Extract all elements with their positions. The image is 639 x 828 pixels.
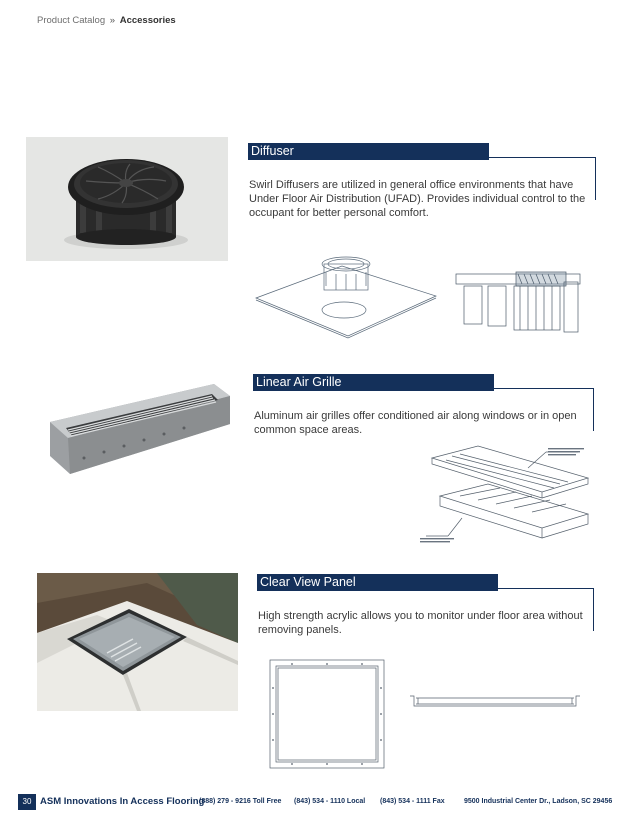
linear-air-grille-title: Linear Air Grille xyxy=(253,374,494,391)
diffuser-description: Swirl Diffusers are utilized in general office environments that have Under Floor Air Distribution (UFAD). Provides individual control to the occupant for better personal comfort. xyxy=(249,179,586,219)
linear-air-grille-photo xyxy=(44,380,234,480)
breadcrumb xyxy=(37,15,176,26)
clear-view-panel-section-drawing xyxy=(408,694,582,710)
footer xyxy=(18,794,628,810)
footer-address: 9500 Industrial Center Dr., Ladson, SC 29456 xyxy=(464,798,613,805)
breadcrumb-parent[interactable]: Product Catalog xyxy=(37,15,106,26)
diffuser-photo xyxy=(26,137,228,261)
clear-view-panel-plan-drawing xyxy=(268,658,386,770)
clear-view-panel-photo xyxy=(37,573,238,711)
page-number: 30 xyxy=(18,794,36,810)
clear-view-panel-title: Clear View Panel xyxy=(257,574,498,591)
footer-company: ASM Innovations In Access Flooring xyxy=(40,796,205,807)
linear-air-grille-description: Aluminum air grilles offer conditioned air along windows or in open common space areas. xyxy=(254,410,577,436)
diffuser-section-drawing xyxy=(452,268,586,338)
footer-local[interactable]: (843) 534 - 1110 Local xyxy=(294,798,366,805)
breadcrumb-separator: » xyxy=(109,15,116,26)
footer-toll-free[interactable]: (888) 279 - 9216 Toll Free xyxy=(199,798,282,805)
breadcrumb-current: Accessories xyxy=(119,15,176,26)
linear-air-grille-drawing xyxy=(418,440,602,552)
footer-fax: (843) 534 - 1111 Fax xyxy=(380,798,445,805)
clear-view-panel-description: High strength acrylic allows you to monitor under floor area without removing panels. xyxy=(258,610,583,636)
diffuser-floor-drawing xyxy=(252,252,440,340)
diffuser-title: Diffuser xyxy=(248,143,489,160)
